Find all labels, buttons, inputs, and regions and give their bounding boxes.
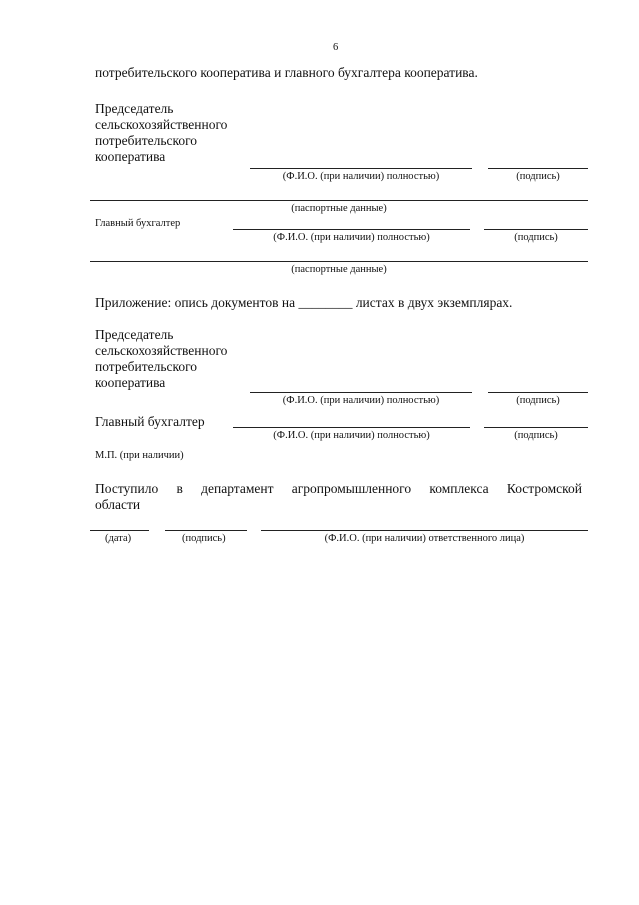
accountant2-fio-line[interactable] bbox=[233, 427, 470, 428]
chairman-title-line: потребительского bbox=[95, 359, 198, 374]
accountant-passport-line[interactable] bbox=[90, 261, 588, 262]
accountant2-sign-caption: (подпись) bbox=[514, 430, 558, 441]
chairman-sign-caption: (подпись) bbox=[516, 171, 560, 182]
chairman-title-line: Председатель bbox=[95, 101, 174, 116]
received-sign-caption: (подпись) bbox=[182, 533, 226, 544]
appendix-text-after: листах в двух экземплярах. bbox=[355, 295, 513, 310]
appendix-text-before: Приложение: опись документов на bbox=[95, 295, 296, 310]
accountant-sign-line[interactable] bbox=[484, 229, 588, 230]
accountant-fio-line[interactable] bbox=[233, 229, 470, 230]
chairman-fio-line[interactable] bbox=[250, 168, 472, 169]
chairman-title-line: Председатель bbox=[95, 327, 174, 342]
chairman2-sign-caption: (подпись) bbox=[516, 395, 560, 406]
section2-accountant-label: Главный бухгалтер bbox=[95, 414, 205, 429]
received-fio-line[interactable] bbox=[261, 530, 588, 531]
chairman2-sign-line[interactable] bbox=[488, 392, 588, 393]
chairman-title-line: сельскохозяйственного bbox=[95, 117, 228, 132]
accountant-passport-caption: (паспортные данные) bbox=[291, 264, 387, 275]
chairman2-fio-line[interactable] bbox=[250, 392, 472, 393]
section1-chairman-title bbox=[95, 101, 227, 165]
accountant-sign-caption: (подпись) bbox=[514, 232, 558, 243]
received-date-line[interactable] bbox=[90, 530, 149, 531]
intro-line: потребительского кооператива и главного бухгалтера кооператива. bbox=[95, 65, 478, 80]
chairman2-fio-caption: (Ф.И.О. (при наличии) полностью) bbox=[282, 395, 440, 406]
received-text-line2: области bbox=[95, 497, 141, 512]
chairman-passport-line[interactable] bbox=[90, 200, 588, 201]
section1-accountant-label: Главный бухгалтер bbox=[95, 218, 181, 229]
chairman-title-line: кооператива bbox=[95, 375, 166, 390]
appendix-line bbox=[95, 295, 512, 311]
received-date-caption: (дата) bbox=[105, 533, 132, 544]
chairman-sign-line[interactable] bbox=[488, 168, 588, 169]
accountant-fio-caption: (Ф.И.О. (при наличии) полностью) bbox=[273, 232, 430, 243]
chairman-passport-caption: (паспортные данные) bbox=[291, 203, 387, 214]
stamp-label: М.П. (при наличии) bbox=[95, 450, 184, 461]
chairman-title-line: сельскохозяйственного bbox=[95, 343, 228, 358]
accountant2-sign-line[interactable] bbox=[484, 427, 588, 428]
accountant2-fio-caption: (Ф.И.О. (при наличии) полностью) bbox=[273, 430, 430, 441]
page-number: 6 bbox=[333, 42, 339, 53]
chairman-title-line: потребительского bbox=[95, 133, 198, 148]
received-text-line1: Поступило в департамент агропромышленного комплекса Костромской bbox=[95, 481, 582, 496]
appendix-pages-blank[interactable]: ________ bbox=[298, 295, 353, 310]
section2-chairman-title bbox=[95, 327, 227, 391]
chairman-title-line: кооператива bbox=[95, 149, 166, 164]
received-sign-line[interactable] bbox=[165, 530, 247, 531]
received-fio-caption: (Ф.И.О. (при наличии) ответственного лица) bbox=[324, 533, 525, 544]
chairman-fio-caption: (Ф.И.О. (при наличии) полностью) bbox=[282, 171, 440, 182]
